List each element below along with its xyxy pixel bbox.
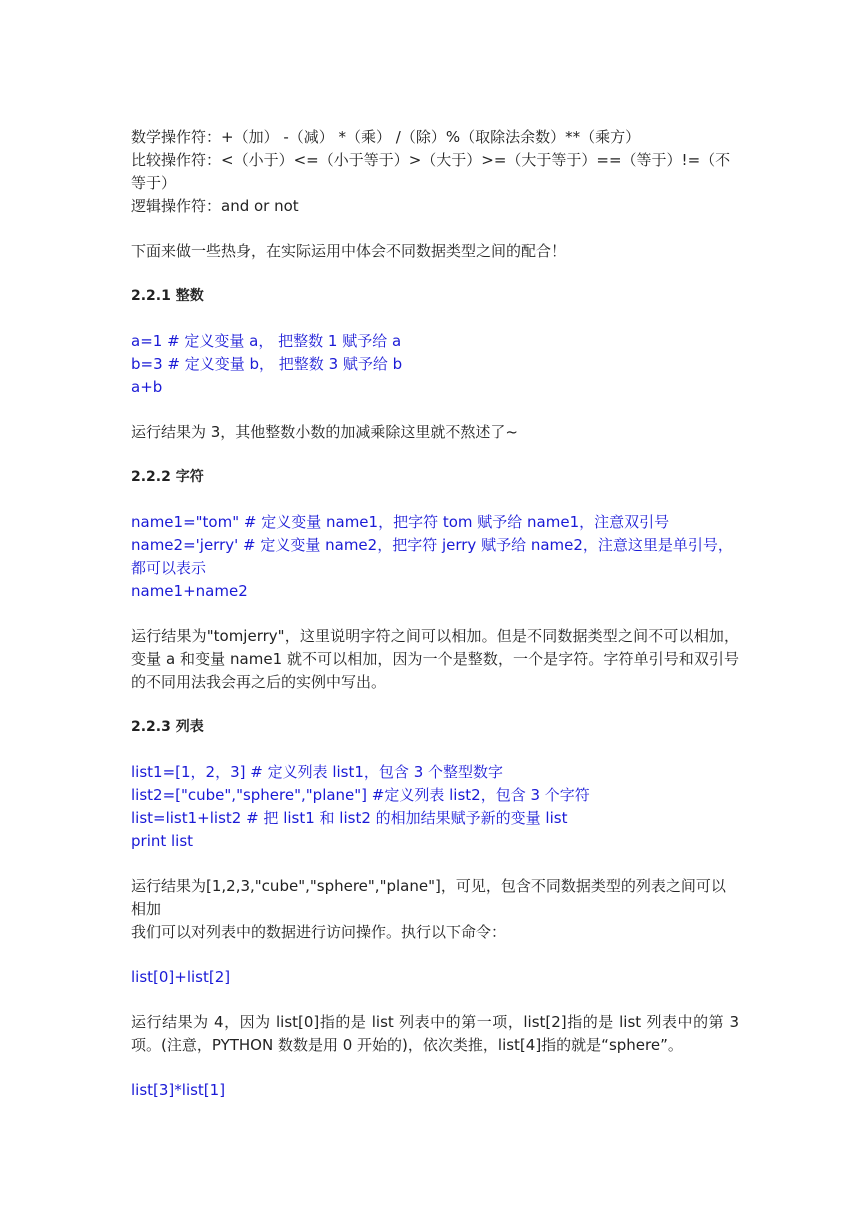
code-line: name1+name2 xyxy=(131,582,248,600)
result-paragraph: 运行结果为[1,2,3,"cube","sphere","plane"]，可见，包含不同数据类型的列表之间可以相加 xyxy=(131,877,726,918)
code-line: b=3 # 定义变量 b， 把整数 3 赋予给 b xyxy=(131,355,403,373)
result-paragraph: 运行结果为 4，因为 list[0]指的是 list 列表中的第一项，list[2]指的是 list 列表中的第 3 项。(注意，PYTHON 数数是用 0 开始的)，依次类推，list[4]指的就是“sphere”。 xyxy=(131,1013,739,1054)
document-page xyxy=(131,126,739,1102)
section-heading-string: 2.2.2 字符 xyxy=(131,469,204,485)
code-line: name1="tom" # 定义变量 name1，把字符 tom 赋予给 name1，注意双引号 xyxy=(131,513,670,531)
result-paragraph: 运行结果为 3，其他整数小数的加减乘除这里就不熬述了~ xyxy=(131,423,518,441)
code-line: list=list1+list2 # 把 list1 和 list2 的相加结果赋予新的变量 list xyxy=(131,809,568,827)
code-line: list1=[1，2，3] # 定义列表 list1，包含 3 个整型数字 xyxy=(131,763,504,781)
code-line: a=1 # 定义变量 a， 把整数 1 赋予给 a xyxy=(131,332,402,350)
math-operators-line: 数学操作符：+（加） -（减） *（乘） /（除）%（取除法余数）**（乘方） xyxy=(131,128,641,146)
result-paragraph: 运行结果为"tomjerry"，这里说明字符之间可以相加。但是不同数据类型之间不可以相加，变量 a 和变量 name1 就不可以相加，因为一个是整数，一个是字符。字符单引号和双引号的不同用法我会再之后的实例中写出。 xyxy=(131,627,739,691)
code-line: a+b xyxy=(131,378,163,396)
code-line: list[0]+list[2] xyxy=(131,968,231,986)
code-line: print list xyxy=(131,832,194,850)
section-heading-list: 2.2.3 列表 xyxy=(131,719,204,735)
compare-operators-line: 比较操作符：<（小于）<=（小于等于）>（大于）>=（大于等于）==（等于）!=（不等于） xyxy=(131,151,731,192)
code-line: list2=["cube","sphere","plane"] #定义列表 list2，包含 3 个字符 xyxy=(131,786,590,804)
logic-operators-line: 逻辑操作符：and or not xyxy=(131,197,299,215)
code-line: name2='jerry' # 定义变量 name2，把字符 jerry 赋予给 name2，注意这里是单引号，都可以表示 xyxy=(131,536,733,577)
section-heading-integer: 2.2.1 整数 xyxy=(131,288,204,304)
code-line: list[3]*list[1] xyxy=(131,1081,226,1099)
access-intro-paragraph: 我们可以对列表中的数据进行访问操作。执行以下命令： xyxy=(131,923,507,941)
intro-paragraph: 下面来做一些热身，在实际运用中体会不同数据类型之间的配合！ xyxy=(131,242,567,260)
